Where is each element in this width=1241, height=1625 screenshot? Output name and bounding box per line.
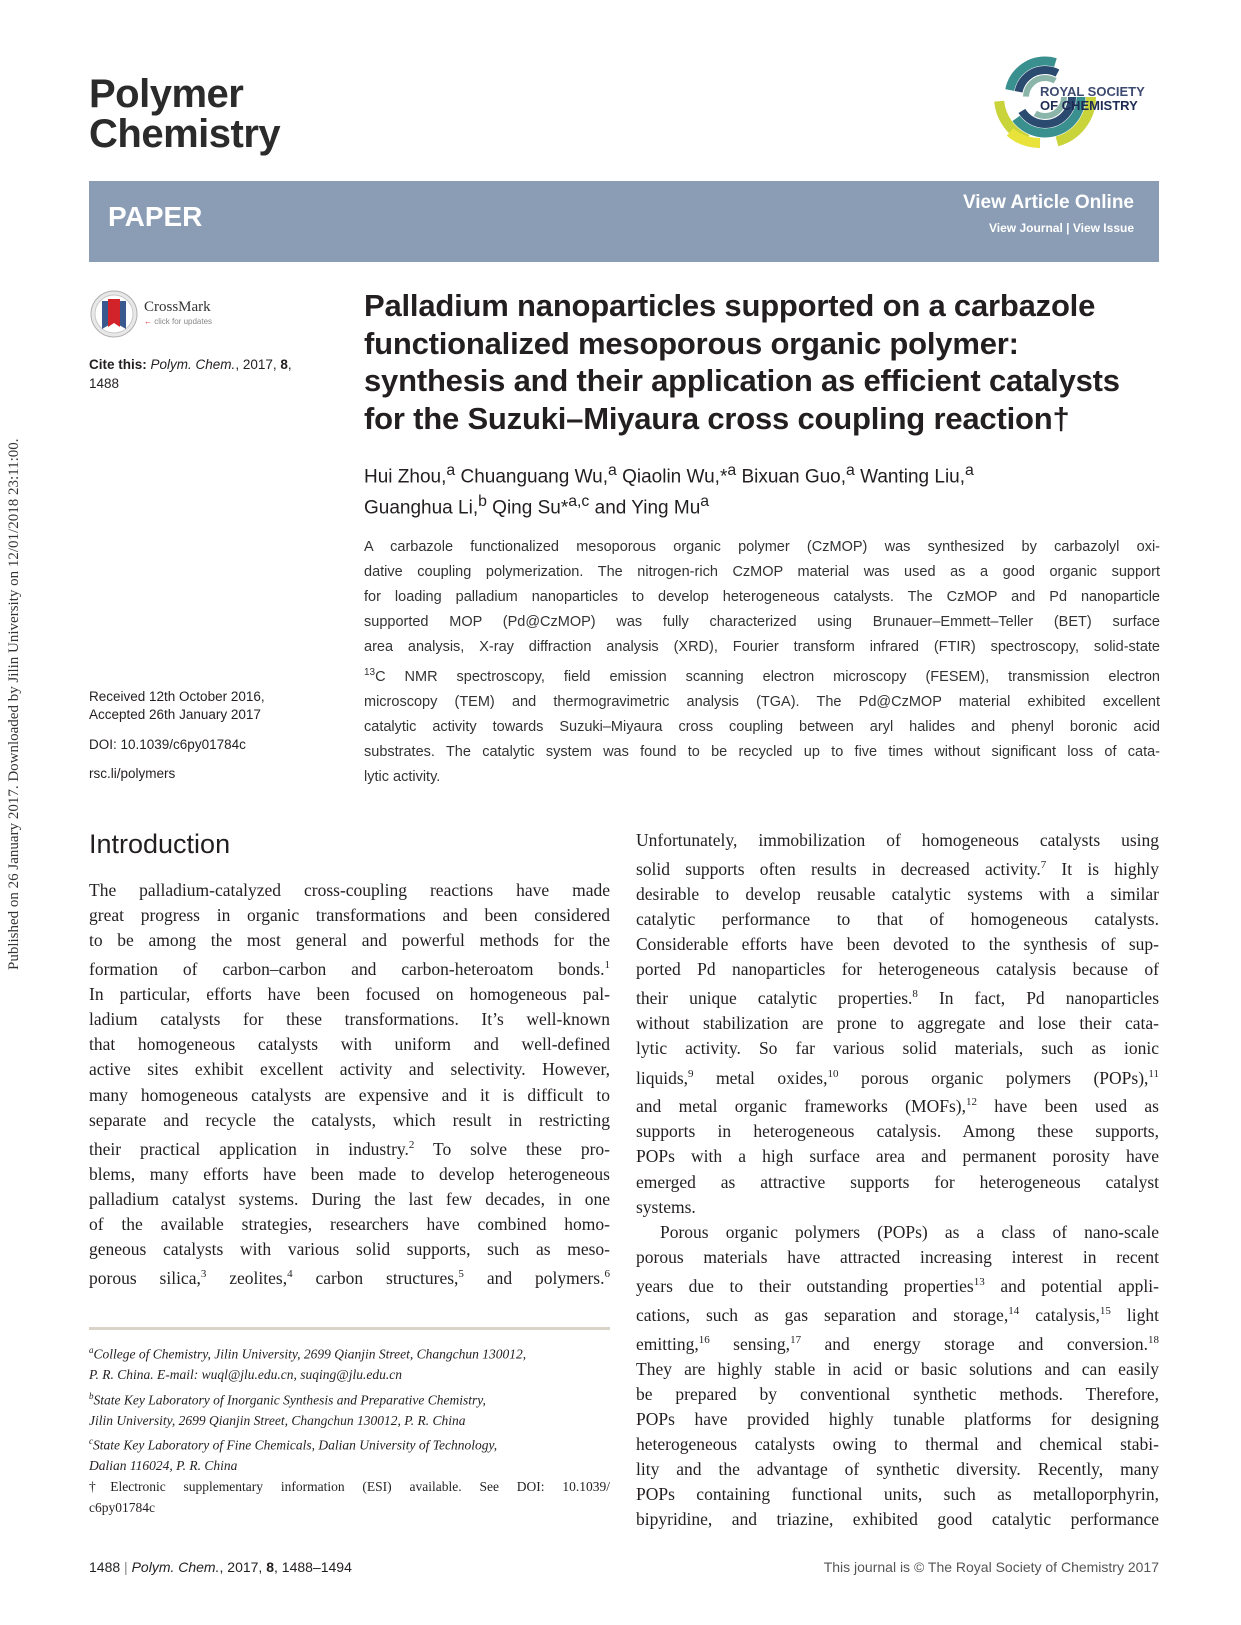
citation-ref[interactable]: 15 bbox=[1099, 1304, 1111, 1317]
body-line-text: years due to their outstanding properties bbox=[636, 1275, 974, 1296]
cite-comma: , bbox=[235, 357, 240, 372]
author: Qing Su* bbox=[486, 497, 569, 519]
citation-ref[interactable]: 16 bbox=[698, 1333, 710, 1346]
body-line-text: formation of carbon–carbon and carbon-heteroatom bonds. bbox=[89, 959, 605, 980]
body-line: blems, many efforts have been made to develop heterogeneous bbox=[89, 1163, 610, 1184]
rsc-logo-line1: ROYAL SOCIETY bbox=[1040, 84, 1145, 99]
footer-pages: 1488–1494 bbox=[281, 1559, 352, 1575]
accepted-date: Accepted 26th January 2017 bbox=[89, 707, 261, 722]
crossmark-icon bbox=[89, 289, 139, 339]
body-line: Considerable efforts have been devoted to the synthesis of sup- bbox=[636, 934, 1159, 955]
body-line-text: and metal organic frameworks (MOFs), bbox=[636, 1096, 966, 1117]
cite-comma2: , bbox=[287, 357, 292, 372]
footnote-text: State Key Laboratory of Fine Chemicals, Dalian University of Technology, bbox=[93, 1437, 498, 1453]
abstract-line bbox=[364, 660, 1160, 690]
body-line bbox=[89, 953, 610, 982]
rsc-logo bbox=[990, 42, 1160, 154]
body-line-text: and polymers. bbox=[463, 1267, 605, 1288]
body-line bbox=[636, 982, 1159, 1011]
body-line: without stabilization are prone to aggregate and lose their cata- bbox=[636, 1013, 1159, 1034]
footer-comma2: , bbox=[274, 1559, 278, 1575]
abstract-line: lytic activity. bbox=[364, 768, 441, 785]
abstract bbox=[364, 535, 1160, 790]
body-line bbox=[636, 1328, 1159, 1357]
body-line: of the available strategies, researchers have combined homo- bbox=[89, 1213, 610, 1234]
affiliation-marker: a bbox=[700, 493, 710, 511]
body-line bbox=[89, 1133, 610, 1162]
citation-ref[interactable]: 5 bbox=[458, 1268, 464, 1281]
cite-page: 1488 bbox=[89, 376, 120, 391]
section-heading-introduction: Introduction bbox=[89, 829, 231, 859]
footnote-text: College of Chemistry, Jilin University, 2699 Qianjin Street, Changchun 130012, bbox=[93, 1346, 527, 1362]
authors-line1 bbox=[364, 458, 1164, 489]
abstract-line: substrates. The catalytic system was found to be recycled up to five times without significant loss of cata- bbox=[364, 743, 1160, 760]
body-line: Unfortunately, immobilization of homogeneous catalysts using bbox=[636, 830, 1159, 850]
abstract-line: microscopy (TEM) and thermogravimetric analysis (TGA). The Pd@CzMOP material exhibited excellent bbox=[364, 693, 1160, 710]
body-line-text: emitting, bbox=[636, 1333, 699, 1354]
citation-ref[interactable]: 4 bbox=[287, 1268, 293, 1281]
body-line: palladium catalyst systems. During the last few decades, in one bbox=[89, 1188, 610, 1209]
body-line-text: liquids, bbox=[636, 1067, 689, 1088]
body-line-text: sensing, bbox=[709, 1333, 791, 1354]
body-line-text: metal oxides, bbox=[693, 1067, 828, 1088]
body-line-text: porous silica, bbox=[89, 1267, 201, 1288]
footer-journal: Polym. Chem. bbox=[131, 1559, 220, 1575]
body-line-text: porous organic polymers (POPs), bbox=[838, 1067, 1149, 1088]
body-line-text: catalysis, bbox=[1019, 1304, 1100, 1325]
crossmark-sub-text: click for updates bbox=[154, 317, 213, 326]
crossmark-label: CrossMark bbox=[144, 299, 211, 315]
affiliation-footnote: P. R. China. E-mail: wuql@jlu.edu.cn, suqing@jlu.edu.cn bbox=[89, 1367, 402, 1383]
citation-ref[interactable]: 14 bbox=[1008, 1304, 1020, 1317]
article-type: PAPER bbox=[108, 201, 203, 232]
author: Guanghua Li, bbox=[364, 497, 479, 519]
body-line: In particular, efforts have been focused on homogeneous pal- bbox=[89, 984, 610, 1005]
citation-ref[interactable]: 13 bbox=[973, 1275, 985, 1288]
title-line: functionalized mesoporous organic polymer: bbox=[364, 325, 1019, 361]
body-line: many homogeneous catalysts are expensive and it is difficult to bbox=[89, 1084, 610, 1105]
download-notice bbox=[4, 370, 26, 970]
body-line-text: carbon structures, bbox=[292, 1267, 459, 1288]
isotope-superscript: 13 bbox=[364, 667, 376, 678]
author: Qiaolin Wu,* bbox=[616, 466, 728, 488]
body-line-text: have been used as bbox=[976, 1096, 1159, 1117]
view-article-online-link[interactable]: View Article Online bbox=[962, 192, 1134, 213]
body-line: POPs containing functional units, such as metalloporphyrin, bbox=[636, 1484, 1159, 1505]
body-line-text: To solve these pro- bbox=[414, 1138, 610, 1159]
affiliation-footnote bbox=[89, 1340, 610, 1365]
view-issue-link[interactable]: View Issue bbox=[1072, 221, 1134, 235]
footer-comma: , bbox=[219, 1559, 224, 1575]
cite-volume: 8 bbox=[280, 357, 288, 372]
cite-year: 2017, bbox=[242, 357, 277, 372]
body-line bbox=[636, 1270, 1159, 1299]
abstract-line: supported MOP (Pd@CzMOP) was fully characterized using Brunauer–Emmett–Teller (BET) surface bbox=[364, 614, 1160, 630]
body-line: lity and the advantage of synthetic diversity. Recently, many bbox=[636, 1459, 1159, 1480]
download-notice-text: Published on 26 January 2017. Downloaded by Jilin University on 12/01/2018 23:11:00. bbox=[6, 438, 22, 970]
journal-title-line2: Chemistry bbox=[89, 112, 281, 156]
body-line-text: light bbox=[1110, 1304, 1159, 1325]
citation-ref[interactable]: 17 bbox=[790, 1333, 802, 1346]
title-line: Palladium nanoparticles supported on a carbazole bbox=[364, 288, 1096, 323]
body-line: ported Pd nanoparticles for heterogeneous catalysis because of bbox=[636, 959, 1159, 980]
title-line: for the Suzuki–Miyaura cross coupling reaction† bbox=[364, 400, 1070, 436]
affiliation-marker: a bbox=[727, 462, 737, 479]
body-text-left-column bbox=[89, 878, 610, 1291]
body-line: geneous catalysts with various solid supports, such as meso- bbox=[89, 1238, 610, 1259]
body-line: emerged as attractive supports for heterogeneous catalyst bbox=[636, 1171, 1159, 1192]
body-line-text: cations, such as gas separation and storage, bbox=[636, 1304, 1009, 1325]
body-line: be prepared by conventional synthetic methods. Therefore, bbox=[636, 1383, 1159, 1404]
affiliation-footnote bbox=[89, 1431, 610, 1456]
affiliation-marker: a bbox=[446, 462, 456, 479]
body-line: separate and recycle the catalysts, which result in restricting bbox=[89, 1109, 610, 1130]
banner-separator: | bbox=[1066, 221, 1070, 235]
crossmark-sub: ← click for updates bbox=[144, 317, 213, 326]
affiliation-marker: a bbox=[965, 462, 974, 479]
esi-footnote: c6py01784c bbox=[89, 1499, 155, 1515]
cite-journal: Polym. Chem. bbox=[150, 357, 236, 372]
abstract-line: catalytic activity towards Suzuki–Miyaura cross coupling between aryl halides and phenyl boronic acid bbox=[364, 718, 1160, 735]
author-list bbox=[364, 458, 1164, 521]
body-line-text: and potential appli- bbox=[984, 1275, 1159, 1296]
body-line: desirable to develop reusable catalytic systems with a similar bbox=[636, 884, 1159, 905]
citation-info bbox=[89, 355, 319, 393]
authors-line2 bbox=[364, 489, 1164, 520]
article-title bbox=[364, 287, 1164, 437]
citation-ref[interactable]: 12 bbox=[965, 1096, 977, 1109]
footer-separator: | bbox=[124, 1559, 128, 1575]
affiliation-footnote: Jilin University, 2699 Qianjin Street, Changchun 130012, P. R. China bbox=[89, 1412, 466, 1428]
view-journal-link[interactable]: View Journal bbox=[988, 221, 1063, 235]
citation-ref[interactable]: 8 bbox=[912, 988, 918, 1001]
footer-year: 2017, bbox=[227, 1559, 263, 1575]
footer-volume: 8 bbox=[266, 1559, 275, 1575]
body-line: heterogeneous catalysts owing to thermal and chemical stabi- bbox=[636, 1433, 1159, 1454]
cite-label: Cite this: bbox=[89, 357, 147, 372]
abstract-line: for loading palladium nanoparticles to develop heterogeneous catalysts. The CzMOP and Pd nanoparticle bbox=[364, 589, 1160, 605]
body-line: supports in heterogeneous catalysis. Among these supports, bbox=[636, 1121, 1159, 1142]
body-line: They are highly stable in acid or basic solutions and can easily bbox=[636, 1358, 1159, 1379]
body-line: active sites exhibit excellent activity and selectivity. However, bbox=[89, 1059, 610, 1080]
citation-ref[interactable]: 10 bbox=[827, 1067, 839, 1080]
citation-ref[interactable]: 18 bbox=[1148, 1333, 1159, 1346]
author: Hui Zhou, bbox=[364, 466, 447, 488]
body-line: POPs with a high surface area and permanent porosity have bbox=[636, 1146, 1159, 1167]
affiliation-marker: a,c bbox=[568, 493, 590, 511]
footnotes bbox=[89, 1340, 610, 1518]
body-line: ladium catalysts for these transformations. It’s well-known bbox=[89, 1009, 610, 1030]
body-line bbox=[89, 1262, 610, 1291]
body-line-text: solid supports often results in decreased activity. bbox=[636, 858, 1041, 879]
doi: DOI: 10.1039/c6py01784c bbox=[89, 737, 246, 752]
abstract-line: A carbazole functionalized mesoporous organic polymer (CzMOP) was synthesized by carbazolyl oxi- bbox=[364, 539, 1160, 555]
journal-link[interactable]: rsc.li/polymers bbox=[89, 766, 176, 781]
affiliation-marker: c bbox=[89, 1436, 93, 1447]
citation-ref[interactable]: 7 bbox=[1040, 859, 1047, 872]
body-line bbox=[636, 853, 1159, 882]
body-line: lytic activity. So far various solid materials, such as ionic bbox=[636, 1038, 1159, 1059]
affiliation-footnote: Dalian 116024, P. R. China bbox=[89, 1458, 238, 1474]
citation-ref[interactable]: 6 bbox=[604, 1268, 610, 1281]
crossmark-badge[interactable] bbox=[89, 289, 229, 339]
body-line bbox=[636, 1299, 1159, 1328]
body-line: systems. bbox=[636, 1196, 696, 1217]
body-line-text: In fact, Pd nanoparticles bbox=[917, 988, 1159, 1009]
body-line: that homogeneous catalysts with uniform and well-defined bbox=[89, 1034, 610, 1055]
banner-links bbox=[989, 221, 1134, 235]
author: Chuanguang Wu, bbox=[455, 466, 609, 488]
citation-ref[interactable]: 9 bbox=[688, 1067, 694, 1080]
author: Bixuan Guo, bbox=[736, 466, 847, 488]
page-footer-citation bbox=[89, 1559, 352, 1575]
affiliation-marker: a bbox=[846, 462, 855, 479]
affiliation-marker: a bbox=[89, 1345, 94, 1355]
body-line: great progress in organic transformations and been considered bbox=[89, 905, 610, 926]
footnote-divider bbox=[89, 1327, 610, 1330]
affiliation-marker: b bbox=[89, 1390, 94, 1401]
affiliation-marker: a bbox=[608, 462, 617, 479]
author: Wanting Liu, bbox=[854, 466, 966, 488]
author: and Ying Mu bbox=[589, 497, 701, 519]
body-text-right-column bbox=[636, 828, 1159, 1532]
title-line: synthesis and their application as efficient catalysts bbox=[364, 363, 1120, 398]
citation-ref[interactable]: 1 bbox=[604, 959, 610, 972]
body-line: to be among the most general and powerful methods for the bbox=[89, 930, 610, 951]
received-date: Received 12th October 2016, bbox=[89, 689, 265, 704]
body-line-text: It is highly bbox=[1046, 858, 1159, 879]
citation-ref[interactable]: 2 bbox=[408, 1138, 415, 1151]
affiliation-footnote bbox=[89, 1386, 610, 1411]
body-line: porous materials have attracted increasing interest in recent bbox=[636, 1246, 1159, 1267]
body-line: Porous organic polymers (POPs) as a class of nano-scale bbox=[660, 1221, 1159, 1242]
citation-ref[interactable]: 11 bbox=[1148, 1067, 1160, 1080]
body-line: catalytic performance to that of homogeneous catalysts. bbox=[636, 909, 1159, 930]
article-banner bbox=[89, 181, 1159, 262]
body-line: The palladium-catalyzed cross-coupling reactions have made bbox=[89, 880, 610, 900]
rsc-logo-text bbox=[1040, 85, 1145, 113]
page-number: 1488 bbox=[89, 1559, 121, 1575]
body-line-text: zeolites, bbox=[206, 1267, 288, 1288]
body-line: bipyridine, and triazine, exhibited good catalytic performance bbox=[636, 1509, 1159, 1530]
abstract-line-text: C NMR spectroscopy, field emission scanning electron microscopy (FESEM), transmission electron bbox=[375, 668, 1160, 685]
abstract-line: area analysis, X-ray diffraction analysis (XRD), Fourier transform infrared (FTIR) spectroscopy, solid-state bbox=[364, 639, 1160, 655]
body-line-text: their unique catalytic properties. bbox=[636, 988, 913, 1009]
body-line bbox=[636, 1062, 1159, 1091]
copyright-notice: This journal is © The Royal Society of Chemistry 2017 bbox=[823, 1559, 1159, 1575]
body-line bbox=[636, 1090, 1159, 1119]
body-line-text: and energy storage and conversion. bbox=[801, 1333, 1148, 1354]
body-line: POPs have provided highly tunable platforms for designing bbox=[636, 1408, 1159, 1429]
journal-title bbox=[89, 74, 280, 154]
received-dates bbox=[89, 688, 319, 724]
rsc-logo-line2: OF CHEMISTRY bbox=[1040, 98, 1138, 113]
abstract-line: dative coupling polymerization. The nitrogen-rich CzMOP material was used as a good organic support bbox=[364, 564, 1160, 580]
citation-ref[interactable]: 3 bbox=[200, 1268, 207, 1281]
affiliation-marker: b bbox=[478, 493, 487, 511]
body-line-text: their practical application in industry. bbox=[89, 1138, 409, 1159]
esi-footnote: †Electronic supplementary information (ESI) available. See DOI: 10.1039/ bbox=[89, 1479, 610, 1495]
journal-title-line1: Polymer bbox=[89, 72, 244, 116]
footnote-text: State Key Laboratory of Inorganic Synthesis and Preparative Chemistry, bbox=[93, 1392, 486, 1408]
